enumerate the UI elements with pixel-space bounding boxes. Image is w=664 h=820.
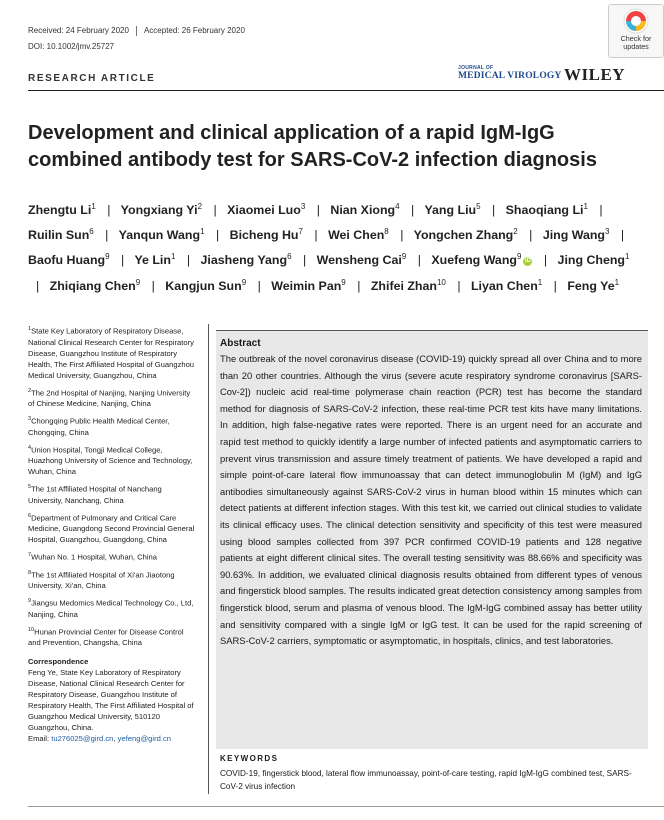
affiliation-text: Jiangsu Medomics Medical Technology Co., Ltd, Nanjing, China xyxy=(28,598,194,619)
author-affiliation-number: 1 xyxy=(200,227,205,237)
author-affiliation-number: 1 xyxy=(170,252,176,262)
author-name[interactable] xyxy=(330,203,399,217)
author-separator: | xyxy=(302,253,307,268)
author-name-text: Shaoqiang Li xyxy=(505,203,584,218)
author-name-text: Yongchen Zhang xyxy=(413,228,514,243)
email-separator: , xyxy=(113,734,116,744)
article-title xyxy=(28,120,648,174)
affiliation-text: Wuhan No. 1 Hospital, Wuhan, China xyxy=(31,552,157,562)
affiliation-item xyxy=(28,625,198,649)
author-name[interactable] xyxy=(371,279,446,293)
author-name-text: Yang Liu xyxy=(424,203,477,218)
journal-logo xyxy=(458,65,562,81)
affiliation-text: State Key Laboratory of Respiratory Disease, National Clinical Research Center for Respiratory Disease, Guangzhou Institute of Respiratory Health, The First Affiliated Hospital of Guangzhou Medical University, Guangzhou, China xyxy=(28,326,195,380)
footer-rule xyxy=(28,806,664,807)
author-name-text: Ye Lin xyxy=(134,253,171,268)
author-separator: | xyxy=(36,278,40,293)
author-affiliation-number: 9 xyxy=(516,252,522,262)
affiliation-item xyxy=(28,550,198,563)
title-line-1: Development and clinical application of a rapid IgM-IgG xyxy=(28,122,555,144)
author-name-text: Baofu Huang xyxy=(28,253,106,268)
author-separator: | xyxy=(314,228,318,243)
author-name-text: Wensheng Cai xyxy=(316,253,402,268)
author-affiliation-number: 2 xyxy=(197,202,203,211)
author-name-text: Xiaomei Luo xyxy=(227,203,301,218)
correspondence-email xyxy=(28,733,198,744)
email-link-2[interactable]: yefeng@gird.cn xyxy=(117,734,171,744)
author-affiliation-number: 1 xyxy=(614,277,620,287)
author-affiliation-number: 1 xyxy=(583,202,588,211)
author-name-text: Bicheng Hu xyxy=(229,228,299,243)
author-affiliation-number: 8 xyxy=(384,227,389,237)
author-name[interactable] xyxy=(119,228,205,242)
affiliation-number: 6 xyxy=(28,512,32,519)
abstract-text: The outbreak of the novel coronavirus disease (COVID-19) quickly spread all over China and to more than 20 other countries. Although the virus (severe acute respiratory syndrome coronavirus [SARS-Cov-2]) nucleic acid real-time polymerase chain reaction (PCR) test has become the standard method for diagnosis of SARS-CoV-2 infection, these real-time PCR test kits have many limitations. In addition, high false-negative rates were reported. There is an urgent need for an accurate and rapid test method to quickly identify a large number of infected patients and asymptomatic carriers to prevent virus transmission and assure timely treatment of patients. We have developed a rapid and simple point-of-care lateral flow immunoassay that can detect immunoglobulin M (IgM) and IgG antibodies simultaneously against SARS-CoV-2 virus in human blood within 15 minutes which can detect patients at different infection stages. With this test kit, we carried out clinical studies to validate its clinical efficacy uses. The clinical detection sensitivity and specificity of this test were measured using blood samples collected from 397 PCR confirmed COVID-19 patients and 128 negative patients at eight different clinical sites. The overall testing sensitivity was 88.66% and specificity was 90.63%. In addition, we evaluated clinical diagnosis results obtained from different types of venous and fingerstick blood samples. The results indicated great detection consistency among samples from fingerstick blood, serum and plasma of venous blood. The IgM-IgG combined assay has better utility and sensitivity compared with a single IgM or IgG test. It can be used for the rapid screening of SARS-CoV-2 carriers, symptomatic or asymptomatic, in hospitals, clinics, and test laboratories. xyxy=(220,353,642,647)
author-name[interactable] xyxy=(558,253,630,267)
keywords-heading: KEYWORDS xyxy=(220,754,279,763)
author-affiliation-number: 3 xyxy=(300,202,306,211)
author-separator: | xyxy=(213,203,217,218)
author-name[interactable] xyxy=(227,203,305,217)
author-separator: | xyxy=(257,278,261,293)
crossmark-icon xyxy=(623,8,649,34)
author-name-text: Jing Wang xyxy=(542,228,605,243)
author-affiliation-number: 6 xyxy=(89,227,94,237)
author-affiliation-number: 1 xyxy=(91,202,96,211)
keywords-section xyxy=(220,754,648,793)
author-affiliation-number: 1 xyxy=(537,277,543,287)
author-separator: | xyxy=(543,253,548,268)
author-name-text: Xuefeng Wang xyxy=(431,253,517,268)
author-name[interactable] xyxy=(165,279,246,293)
author-name-text: Zhengtu Li xyxy=(28,203,92,218)
keywords-text: COVID-19, fingerstick blood, lateral flow immunoassay, point-of-care testing, rapid IgM-IgG combined test, SARS-CoV-2 virus infection xyxy=(220,769,632,791)
author-name-text: Zhiqiang Chen xyxy=(49,278,136,293)
affiliation-number: 9 xyxy=(28,598,32,605)
affiliation-number: 7 xyxy=(28,552,32,559)
date-separator xyxy=(136,26,137,36)
affiliation-text: Department of Pulmonary and Critical Care Medicine, Guangdong Second Provincial General Hospital, Guangzhou, Guangdong, China xyxy=(28,513,195,545)
author-name[interactable] xyxy=(28,203,96,217)
author-separator: | xyxy=(492,203,496,218)
author-affiliation-number: 9 xyxy=(401,252,407,262)
affiliation-item xyxy=(28,568,198,592)
author-affiliation-number: 9 xyxy=(241,277,247,287)
journal-logo-line1: JOURNAL OF xyxy=(458,65,494,71)
author-separator: | xyxy=(553,278,557,293)
author-name-text: Yanqun Wang xyxy=(118,228,201,243)
affiliation-text: Chongqing Public Health Medical Center, Chongqing, China xyxy=(28,416,170,437)
affiliation-number: 1 xyxy=(28,326,32,332)
affiliation-item xyxy=(28,443,198,478)
author-separator: | xyxy=(411,203,415,218)
accepted-date: Accepted: 26 February 2020 xyxy=(143,26,245,36)
author-separator: | xyxy=(186,253,191,268)
author-name[interactable] xyxy=(50,279,141,293)
author-name-text: Jing Cheng xyxy=(557,253,626,268)
affiliation-text: The 1st Affiliated Hospital of Xi'an Jiaotong University, Xi'an, China xyxy=(28,570,175,591)
author-affiliation-number: 9 xyxy=(135,277,141,287)
author-affiliation-number: 6 xyxy=(287,252,292,262)
author-separator: | xyxy=(417,253,421,268)
article-dates xyxy=(28,26,245,36)
author-name[interactable] xyxy=(567,279,619,293)
author-separator: | xyxy=(620,228,625,243)
affiliation-item xyxy=(28,324,198,381)
author-name[interactable] xyxy=(230,228,303,242)
author-name[interactable] xyxy=(28,253,110,267)
badge-line2: updates xyxy=(623,42,649,51)
author-name[interactable] xyxy=(328,228,389,242)
correspondence-text: Feng Ye, State Key Laboratory of Respiratory Disease, National Clinical Research Center for Respiratory Disease, Guangzhou Institute of Respiratory Health, The First Affiliated Hospital of Guangzhou Medical University, 510120 Guangzhou, China. xyxy=(28,668,194,733)
affiliations-column xyxy=(28,324,198,744)
author-separator: | xyxy=(121,253,125,268)
author-name[interactable] xyxy=(543,228,610,242)
affiliation-number: 8 xyxy=(28,569,32,576)
author-affiliation-number: 9 xyxy=(341,277,346,287)
author-name-text: Yongxiang Yi xyxy=(120,203,198,218)
author-list xyxy=(28,196,648,297)
author-affiliation-number: 10 xyxy=(436,277,446,287)
author-name-text: Zhifei Zhan xyxy=(370,278,437,293)
affiliation-item xyxy=(28,596,198,620)
author-separator: | xyxy=(457,278,461,293)
journal-logo-line2: MEDICAL VIROLOGY xyxy=(458,71,562,81)
affiliation-number: 2 xyxy=(28,387,32,394)
author-separator: | xyxy=(316,203,320,218)
author-name-text: Nian Xiong xyxy=(330,203,396,218)
author-name[interactable] xyxy=(201,253,292,267)
author-separator: | xyxy=(107,203,111,218)
author-name[interactable] xyxy=(271,279,345,293)
section-label: RESEARCH ARTICLE xyxy=(28,73,156,84)
title-line-2: combined antibody test for SARS-CoV-2 infection diagnosis xyxy=(28,149,597,171)
orcid-icon[interactable]: iD xyxy=(524,258,531,265)
author-affiliation-number: 4 xyxy=(395,202,400,211)
affiliation-text: Hunan Provincial Center for Disease Control and Prevention, Changsha, China xyxy=(28,627,184,648)
author-name[interactable] xyxy=(28,228,94,242)
author-separator: | xyxy=(400,228,404,243)
author-name-text: Wei Chen xyxy=(328,228,385,243)
abstract-heading: Abstract xyxy=(220,338,261,349)
publisher-logo: WILEY xyxy=(564,65,626,84)
author-affiliation-number: 5 xyxy=(476,202,481,211)
affiliation-text: The 2nd Hospital of Nanjing, Nanjing University of Chinese Medicine, Nanjing, China xyxy=(28,388,191,409)
affiliation-item xyxy=(28,511,198,546)
email-link-1[interactable]: tu276025@gird.cn xyxy=(51,734,114,744)
affiliation-text: Union Hospital, Tongji Medical College, Huazhong University of Science and Technology, Wuhan, China xyxy=(28,445,193,477)
affiliation-number: 10 xyxy=(28,626,35,633)
author-name-text: Feng Ye xyxy=(567,278,615,293)
abstract-box xyxy=(216,330,648,749)
author-name-text: Ruilin Sun xyxy=(28,228,90,243)
badge-line1: Check for xyxy=(620,34,652,43)
affiliation-number: 4 xyxy=(28,444,32,451)
affiliations xyxy=(28,324,198,648)
author-name[interactable] xyxy=(134,253,175,267)
author-affiliation-number: 9 xyxy=(105,252,110,262)
author-name[interactable] xyxy=(506,203,588,217)
affiliation-item xyxy=(28,386,198,410)
author-name-text: Weimin Pan xyxy=(271,278,342,293)
column-divider xyxy=(208,324,209,794)
author-name[interactable] xyxy=(414,228,518,242)
author-separator: | xyxy=(529,228,533,243)
author-separator: | xyxy=(105,228,109,243)
author-name-text: Jiasheng Yang xyxy=(200,253,288,268)
doi[interactable]: DOI: 10.1002/jmv.25727 xyxy=(28,42,115,51)
author-affiliation-number: 1 xyxy=(625,252,630,262)
check-for-updates-badge[interactable] xyxy=(608,4,664,58)
correspondence-heading: Correspondence xyxy=(28,657,89,667)
received-date: Received: 24 February 2020 xyxy=(28,26,129,36)
affiliation-item xyxy=(28,482,198,506)
author-separator: | xyxy=(151,278,155,293)
affiliation-item xyxy=(28,414,198,438)
author-name[interactable] xyxy=(121,203,202,217)
author-separator: | xyxy=(357,278,361,293)
email-label: Email: xyxy=(28,734,50,744)
author-name-text: Kangjun Sun xyxy=(165,278,242,293)
author-name[interactable] xyxy=(424,203,480,217)
author-name[interactable] xyxy=(317,253,407,267)
author-affiliation-number: 7 xyxy=(298,227,303,237)
author-name[interactable] xyxy=(471,279,542,293)
author-name-text: Liyan Chen xyxy=(470,278,538,293)
header-rule xyxy=(28,90,664,91)
author-name[interactable] xyxy=(431,253,532,267)
affiliation-number: 3 xyxy=(28,416,32,423)
author-affiliation-number: 3 xyxy=(605,227,610,237)
author-separator: | xyxy=(599,203,603,218)
affiliation-text: The 1st Affiliated Hospital of Nanchang University, Nanchang, China xyxy=(28,484,162,505)
author-separator: | xyxy=(215,228,220,243)
author-affiliation-number: 2 xyxy=(513,227,518,237)
affiliation-number: 5 xyxy=(28,484,32,491)
